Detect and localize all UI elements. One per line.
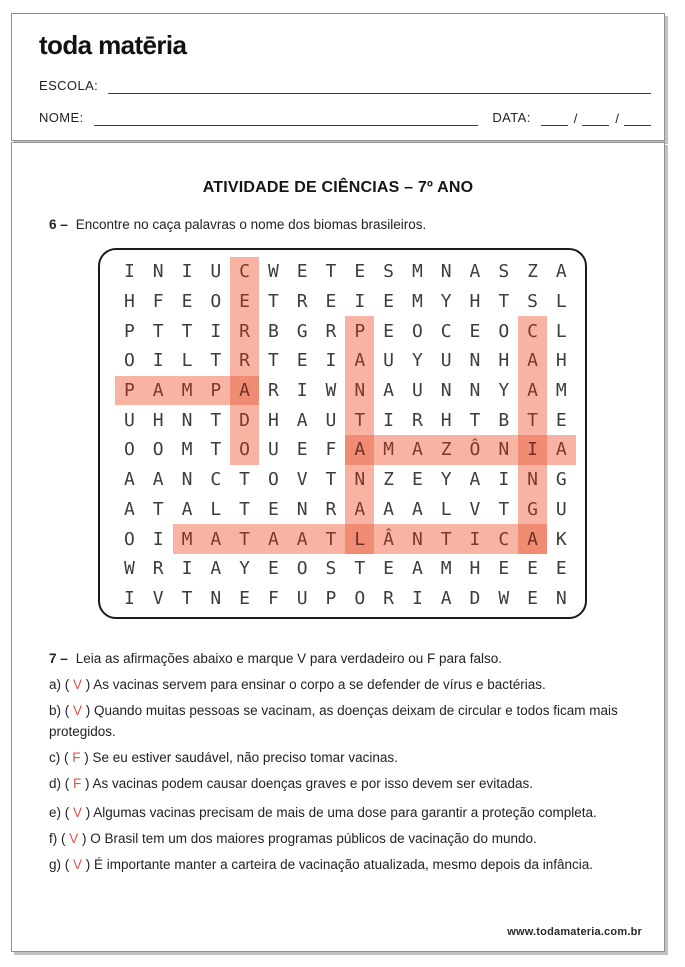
grid-cell: H xyxy=(440,409,452,431)
grid-cell: T xyxy=(498,291,510,313)
grid-cell: I xyxy=(123,587,135,609)
paren-close: ) xyxy=(82,703,95,718)
grid-cell: O xyxy=(230,435,259,465)
grid-cell: L xyxy=(345,524,374,554)
question-6-number: 6 – xyxy=(49,217,68,232)
grid-cell: V xyxy=(469,498,481,520)
statement-answer: F xyxy=(73,776,82,791)
grid-cell: E xyxy=(527,558,538,580)
grid-cell: N xyxy=(345,465,374,495)
grid-cell: I xyxy=(383,409,394,431)
grid-cell: O xyxy=(498,320,510,342)
statement-item xyxy=(49,700,649,742)
grid-cell: D xyxy=(469,587,481,609)
grid-cell: T xyxy=(181,587,193,609)
grid-cell: M xyxy=(173,524,202,554)
grid-cell: N xyxy=(181,409,193,431)
statement-item xyxy=(49,674,649,695)
date-day-line xyxy=(541,110,568,126)
grid-cell: I xyxy=(181,558,193,580)
grid-cell: W xyxy=(325,380,337,402)
grid-cell: N xyxy=(403,524,432,554)
grid-cell: T xyxy=(267,350,279,372)
grid-cell: I xyxy=(296,380,308,402)
grid-cell: T xyxy=(354,558,366,580)
grid-cell: U xyxy=(123,409,135,431)
grid-cell: T xyxy=(518,405,547,435)
question-7-text: Leia as afirmações abaixo e marque V para verdadeiro ou F para falso. xyxy=(75,651,503,666)
grid-cell: E xyxy=(555,558,567,580)
paren-close: ) xyxy=(82,857,95,872)
grid-cell: W xyxy=(267,261,279,283)
statement-prefix: d) xyxy=(49,776,65,791)
question-7-number: 7 – xyxy=(49,651,68,666)
grid-cell: F xyxy=(152,291,164,313)
grid-cell: T xyxy=(210,350,222,372)
grid-cell: M xyxy=(440,558,452,580)
grid-cell: E xyxy=(383,320,394,342)
grid-cell: A xyxy=(296,409,308,431)
question-6 xyxy=(49,214,643,235)
statement-text: Se eu estiver saudável, não preciso tomar vacinas. xyxy=(92,750,398,765)
grid-cell: N xyxy=(152,261,164,283)
statement-prefix: a) xyxy=(49,677,65,692)
grid-cell: W xyxy=(123,558,135,580)
grid-cell: M xyxy=(555,380,567,402)
statement-text: As vacinas servem para ensinar o corpo a se defender de vírus e bactérias. xyxy=(93,677,546,692)
grid-cell: N xyxy=(555,587,567,609)
grid-cell: A xyxy=(547,435,576,465)
paren-close: ) xyxy=(80,750,93,765)
grid-cell: E xyxy=(325,291,337,313)
grid-cell: D xyxy=(230,405,259,435)
grid-cell: E xyxy=(411,469,423,491)
grid-cell: R xyxy=(296,291,308,313)
grid-cell: Y xyxy=(440,469,452,491)
paren-open: ( xyxy=(64,776,74,791)
statement-item xyxy=(49,854,649,875)
grid-cell: O xyxy=(123,528,135,550)
grid-cell: T xyxy=(210,409,222,431)
grid-cell: T xyxy=(152,498,164,520)
grid-cell: M xyxy=(173,376,202,406)
grid-cell: R xyxy=(383,587,394,609)
grid-cell: P xyxy=(325,587,337,609)
grid-cell: I xyxy=(152,350,164,372)
grid-cell: N xyxy=(469,350,481,372)
grid-cell: T xyxy=(230,524,259,554)
grid-cell: N xyxy=(518,465,547,495)
nome-row xyxy=(39,110,651,126)
date-year-line xyxy=(624,110,651,126)
statement-text: Quando muitas pessoas se vacinam, as doenças deixam de circular e todos ficam mais protegidos. xyxy=(49,703,618,739)
escola-fill-line xyxy=(108,78,651,94)
grid-cell: F xyxy=(325,439,337,461)
grid-cell: A xyxy=(469,469,481,491)
grid-cell: Y xyxy=(411,350,423,372)
grid-cell: P xyxy=(201,376,230,406)
grid-cell: A xyxy=(210,558,222,580)
statement-text: Algumas vacinas precisam de mais de uma dose para garantir a proteção completa. xyxy=(93,805,597,820)
grid-cell: I xyxy=(354,291,366,313)
grid-cell: M xyxy=(411,291,423,313)
grid-cell: A xyxy=(230,376,259,406)
grid-cell: U xyxy=(210,261,222,283)
grid-cell: E xyxy=(267,498,279,520)
paren-open: ( xyxy=(64,703,74,718)
wordsearch-grid xyxy=(115,257,576,613)
grid-cell: A xyxy=(345,346,374,376)
grid-cell: N xyxy=(440,261,452,283)
grid-cell: E xyxy=(181,291,193,313)
header-box xyxy=(11,13,665,141)
grid-cell: A xyxy=(144,376,173,406)
grid-cell: R xyxy=(152,558,164,580)
grid-cell: M xyxy=(181,439,193,461)
grid-cell: A xyxy=(518,524,547,554)
grid-cell: N xyxy=(489,435,518,465)
grid-cell: U xyxy=(296,587,308,609)
grid-cell: N xyxy=(345,376,374,406)
grid-cell: E xyxy=(354,261,366,283)
grid-cell: O xyxy=(296,558,308,580)
grid-cell: A xyxy=(181,498,193,520)
grid-cell: T xyxy=(498,498,510,520)
statement-prefix: e) xyxy=(49,805,65,820)
grid-cell: A xyxy=(123,469,135,491)
grid-cell: O xyxy=(210,291,222,313)
grid-cell: R xyxy=(267,380,279,402)
grid-cell: I xyxy=(411,587,423,609)
grid-cell: L xyxy=(555,291,567,313)
grid-cell: N xyxy=(181,469,193,491)
grid-cell: F xyxy=(267,587,279,609)
grid-cell: T xyxy=(267,291,279,313)
grid-cell: O xyxy=(267,469,279,491)
grid-cell: H xyxy=(555,350,567,372)
grid-cell: R xyxy=(411,409,423,431)
grid-cell: Â xyxy=(374,524,403,554)
grid-cell: P xyxy=(345,316,374,346)
grid-cell: K xyxy=(555,528,567,550)
worksheet-body xyxy=(11,142,665,952)
statement-answer: V xyxy=(73,677,83,692)
paren-close: ) xyxy=(82,677,94,692)
grid-cell: V xyxy=(152,587,164,609)
grid-cell: O xyxy=(411,320,423,342)
true-false-list xyxy=(49,674,649,880)
grid-cell: A xyxy=(383,380,394,402)
grid-cell: C xyxy=(489,524,518,554)
paren-close: ) xyxy=(82,805,94,820)
statement-text: É importante manter a carteira de vacinação atualizada, mesmo depois da infância. xyxy=(94,857,594,872)
wordsearch-box xyxy=(98,248,587,619)
grid-cell: H xyxy=(469,558,481,580)
paren-open: ( xyxy=(64,805,74,820)
grid-cell: T xyxy=(325,261,337,283)
grid-cell: A xyxy=(440,587,452,609)
statement-text: O Brasil tem um dos maiores programas públicos de vacinação do mundo. xyxy=(90,831,537,846)
toda-materia-logo: toda matēria xyxy=(39,30,187,60)
grid-cell: E xyxy=(267,558,279,580)
paren-open: ( xyxy=(64,750,73,765)
grid-cell: A xyxy=(469,261,481,283)
grid-cell: R xyxy=(325,320,337,342)
grid-cell: S xyxy=(527,291,538,313)
grid-cell: O xyxy=(354,587,366,609)
grid-cell: E xyxy=(555,409,567,431)
grid-cell: L xyxy=(210,498,222,520)
grid-cell: T xyxy=(345,405,374,435)
grid-cell: G xyxy=(518,495,547,525)
grid-cell: H xyxy=(498,350,510,372)
question-6-text: Encontre no caça palavras o nome dos biomas brasileiros. xyxy=(75,217,427,232)
grid-cell: E xyxy=(469,320,481,342)
grid-cell: O xyxy=(123,350,135,372)
grid-cell: O xyxy=(152,439,164,461)
grid-cell: S xyxy=(325,558,337,580)
grid-cell: T xyxy=(432,524,461,554)
grid-cell: S xyxy=(383,261,394,283)
escola-row xyxy=(39,78,651,94)
grid-cell: T xyxy=(239,498,250,520)
nome-fill-line xyxy=(94,110,479,126)
date-fields xyxy=(531,110,651,126)
grid-cell: U xyxy=(555,498,567,520)
grid-cell: E xyxy=(296,261,308,283)
grid-cell: G xyxy=(555,469,567,491)
grid-cell: A xyxy=(403,435,432,465)
nome-label: NOME: xyxy=(39,110,84,125)
grid-cell: A xyxy=(345,435,374,465)
grid-cell: H xyxy=(267,409,279,431)
grid-cell: E xyxy=(498,558,510,580)
grid-cell: H xyxy=(123,291,135,313)
grid-cell: Y xyxy=(498,380,510,402)
grid-cell: Z xyxy=(527,261,538,283)
grid-cell: C xyxy=(230,257,259,287)
grid-cell: R xyxy=(325,498,337,520)
grid-cell: A xyxy=(288,524,317,554)
grid-cell: E xyxy=(527,587,538,609)
grid-cell: A xyxy=(411,558,423,580)
grid-cell: B xyxy=(267,320,279,342)
grid-cell: N xyxy=(296,498,308,520)
statement-prefix: b) xyxy=(49,703,65,718)
grid-cell: P xyxy=(115,376,144,406)
grid-cell: T xyxy=(210,439,222,461)
grid-cell: A xyxy=(518,346,547,376)
statement-answer: V xyxy=(73,703,83,718)
grid-cell: E xyxy=(230,287,259,317)
grid-cell: A xyxy=(259,524,288,554)
statement-item xyxy=(49,773,649,794)
grid-cell: Ô xyxy=(461,435,490,465)
statement-answer: V xyxy=(73,857,83,872)
grid-cell: L xyxy=(555,320,567,342)
grid-cell: I xyxy=(123,261,135,283)
grid-cell: C xyxy=(518,316,547,346)
grid-cell: V xyxy=(296,469,308,491)
grid-cell: U xyxy=(383,350,394,372)
statement-answer: V xyxy=(69,831,79,846)
grid-cell: I xyxy=(210,320,222,342)
grid-cell: I xyxy=(152,528,164,550)
statement-item xyxy=(49,828,649,849)
statement-prefix: f) xyxy=(49,831,61,846)
escola-label: ESCOLA: xyxy=(39,78,99,93)
grid-cell: Z xyxy=(383,469,394,491)
grid-cell: W xyxy=(498,587,510,609)
statement-answer: F xyxy=(72,750,81,765)
grid-cell: A xyxy=(123,498,135,520)
grid-cell: N xyxy=(469,380,481,402)
grid-cell: T xyxy=(325,469,337,491)
grid-cell: G xyxy=(296,320,308,342)
grid-cell: O xyxy=(123,439,135,461)
grid-cell: T xyxy=(181,320,193,342)
paren-open: ( xyxy=(64,857,74,872)
date-month-line xyxy=(582,110,609,126)
grid-cell: A xyxy=(345,495,374,525)
grid-cell: Y xyxy=(440,291,452,313)
grid-cell: T xyxy=(152,320,164,342)
grid-cell: R xyxy=(230,316,259,346)
grid-cell: A xyxy=(152,469,164,491)
grid-cell: P xyxy=(123,320,135,342)
worksheet-title: ATIVIDADE DE CIÊNCIAS – 7º ANO xyxy=(202,179,474,196)
statement-text: As vacinas podem causar doenças graves e por isso devem ser evitadas. xyxy=(92,776,534,791)
grid-cell: N xyxy=(210,587,222,609)
grid-cell: U xyxy=(440,350,452,372)
grid-cell: I xyxy=(325,350,337,372)
grid-cell: L xyxy=(440,498,452,520)
grid-cell: B xyxy=(498,409,510,431)
grid-cell: I xyxy=(518,435,547,465)
grid-cell: A xyxy=(518,376,547,406)
grid-cell: Z xyxy=(432,435,461,465)
grid-cell: T xyxy=(317,524,346,554)
data-label: DATA: xyxy=(492,110,531,125)
grid-cell: H xyxy=(469,291,481,313)
grid-cell: A xyxy=(383,498,394,520)
grid-cell: U xyxy=(267,439,279,461)
grid-cell: E xyxy=(296,439,308,461)
grid-cell: E xyxy=(296,350,308,372)
statement-prefix: g) xyxy=(49,857,65,872)
grid-cell: M xyxy=(411,261,423,283)
grid-cell: E xyxy=(383,558,394,580)
grid-cell: T xyxy=(469,409,481,431)
grid-cell: U xyxy=(411,380,423,402)
grid-cell: T xyxy=(239,469,250,491)
grid-cell: N xyxy=(440,380,452,402)
grid-cell: C xyxy=(440,320,452,342)
paren-close: ) xyxy=(81,776,93,791)
date-slash: / xyxy=(573,111,578,126)
paren-open: ( xyxy=(61,831,70,846)
date-slash: / xyxy=(615,111,619,126)
grid-cell: E xyxy=(383,291,394,313)
statement-answer: V xyxy=(73,805,83,820)
grid-cell: M xyxy=(374,435,403,465)
grid-cell: U xyxy=(325,409,337,431)
grid-cell: H xyxy=(152,409,164,431)
question-7 xyxy=(49,648,643,669)
paren-open: ( xyxy=(64,677,74,692)
grid-cell: I xyxy=(461,524,490,554)
grid-cell: C xyxy=(210,469,222,491)
grid-cell: L xyxy=(181,350,193,372)
site-url: www.todamateria.com.br xyxy=(507,926,642,938)
grid-cell: A xyxy=(411,498,423,520)
statement-item xyxy=(49,802,649,823)
grid-cell: R xyxy=(230,346,259,376)
grid-cell: E xyxy=(239,587,250,609)
statement-prefix: c) xyxy=(49,750,64,765)
grid-cell: S xyxy=(498,261,510,283)
paren-close: ) xyxy=(78,831,91,846)
grid-cell: A xyxy=(201,524,230,554)
grid-cell: Y xyxy=(239,558,250,580)
statement-item xyxy=(49,747,649,768)
grid-cell: I xyxy=(181,261,193,283)
grid-cell: A xyxy=(555,261,567,283)
grid-cell: I xyxy=(498,469,510,491)
